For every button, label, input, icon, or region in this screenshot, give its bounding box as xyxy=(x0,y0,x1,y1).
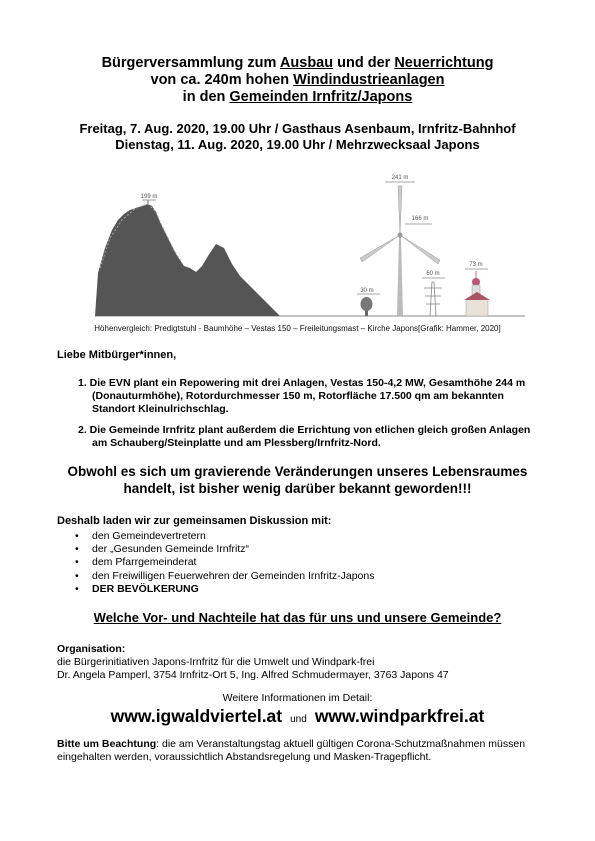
more-info-text: Weitere Informationen im Detail: xyxy=(222,692,373,704)
points-list xyxy=(78,377,538,450)
hub-height-label: 166 m xyxy=(411,216,429,222)
mountain-silhouette xyxy=(95,194,280,316)
list-item: • dem Pfarrgemeinderat xyxy=(75,556,197,569)
event-dates xyxy=(0,121,595,153)
note-text: : die am Veranstaltungstag aktuell gültigen Corona-Schutzmaßnahmen müssen eingehalten werden, voraussichtlich Abstandsregelung und Masken-Tragepflicht. xyxy=(57,738,526,763)
key-question: Welche Vor- und Nachteile hat das für uns und unsere Gemeinde? xyxy=(93,610,502,625)
power-mast-figure xyxy=(422,271,445,316)
tree-figure xyxy=(357,288,380,316)
point-item: 2. Die Gemeinde Irnfritz plant außerdem die Errichtung von etlichen gleich großen Anlagen am Schauberg/Steinplatte und am Plessberg/Irnfritz-Nord. xyxy=(78,424,531,449)
warning-text: Obwohl es sich um gravierende Veränderungen unseres Lebensraumes handelt, ist bisher wenig darüber bekannt geworden!!! xyxy=(67,464,528,496)
greeting: Liebe Mitbürger*innen, xyxy=(57,349,177,361)
turbine-height-label: 241 m xyxy=(391,175,409,181)
wind-turbine-figure xyxy=(360,175,440,316)
und-text: und xyxy=(290,714,307,725)
event-date-2: Dienstag, 11. Aug. 2020, 19.00 Uhr / Mehrzwecksaal Japons xyxy=(115,137,480,152)
list-item: • den Gemeindevertretern xyxy=(75,530,206,542)
title-underline-windindustrieanlagen: Windindustrieanlagen xyxy=(293,72,445,88)
list-item: • der „Gesunden Gemeinde Irnfritz“ xyxy=(75,543,249,556)
title-underline-gemeinden: Gemeinden Irnfritz/Japons xyxy=(229,89,413,105)
invite-heading: Deshalb laden wir zur gemeinsamen Diskussion mit: xyxy=(57,515,332,527)
covid-note xyxy=(57,738,547,764)
event-date-1: Freitag, 7. Aug. 2020, 19.00 Uhr / Gasthaus Asenbaum, Irnfritz-Bahnhof xyxy=(79,121,516,136)
mast-height-label: 60 m xyxy=(426,271,440,277)
mountain-height-label: 199 m xyxy=(140,194,158,200)
organisation-heading: Organisation: xyxy=(57,643,126,655)
graphic-caption: Höhenvergleich: Predigtstuhl - Baumhöhe – Vestas 150 – Freileitungsmast – Kirche Japons[Grafik: Hammer, 2020] xyxy=(94,324,501,333)
church-height-label: 73 m xyxy=(469,262,483,268)
event-title: Bürgerversammlung zum Ausbau und der Neuerrichtung von ca. 240m hohen Windindustrieanlagen in den Gemeinden Irnfritz/Japons xyxy=(101,55,494,105)
point-item: 1. Die EVN plant ein Repowering mit drei Anlagen, Vestas 150-4,2 MW, Gesamthöhe 244 m (Donauturmhöhe), Rotordurchmesser 150 m, Rotorfläche 17.500 qm am bekannten Standort Kleinulrichschlag. xyxy=(78,377,526,415)
tree-height-label: 30 m xyxy=(360,288,374,294)
organisation-line-2: Dr. Angela Pamperl, 3754 Irnfritz-Ort 5, Ing. Alfred Schmudermayer, 3763 Japons 47 xyxy=(57,669,449,681)
list-item: • DER BEVÖLKERUNG xyxy=(75,582,199,595)
invitee-list xyxy=(75,530,374,596)
organisation-block xyxy=(57,643,557,682)
organisation-line-1: die Bürgerinitiativen Japons-Irnfritz für die Umwelt und Windpark-frei xyxy=(57,656,375,668)
height-comparison-graphic xyxy=(60,168,535,320)
windparkfrei-link[interactable]: www.windparkfrei.at xyxy=(314,706,485,726)
igwaldviertel-link[interactable]: www.igwaldviertel.at xyxy=(110,706,283,726)
church-figure xyxy=(464,262,490,316)
title-underline-ausbau: Ausbau xyxy=(279,55,334,71)
note-label: Bitte um Beachtung xyxy=(57,738,157,750)
website-links xyxy=(0,706,595,727)
list-item: • den Freiwilligen Feuerwehren der Gemeinden Irnfritz-Japons xyxy=(75,569,375,582)
title-underline-neuerrichtung: Neuerrichtung xyxy=(394,55,494,71)
